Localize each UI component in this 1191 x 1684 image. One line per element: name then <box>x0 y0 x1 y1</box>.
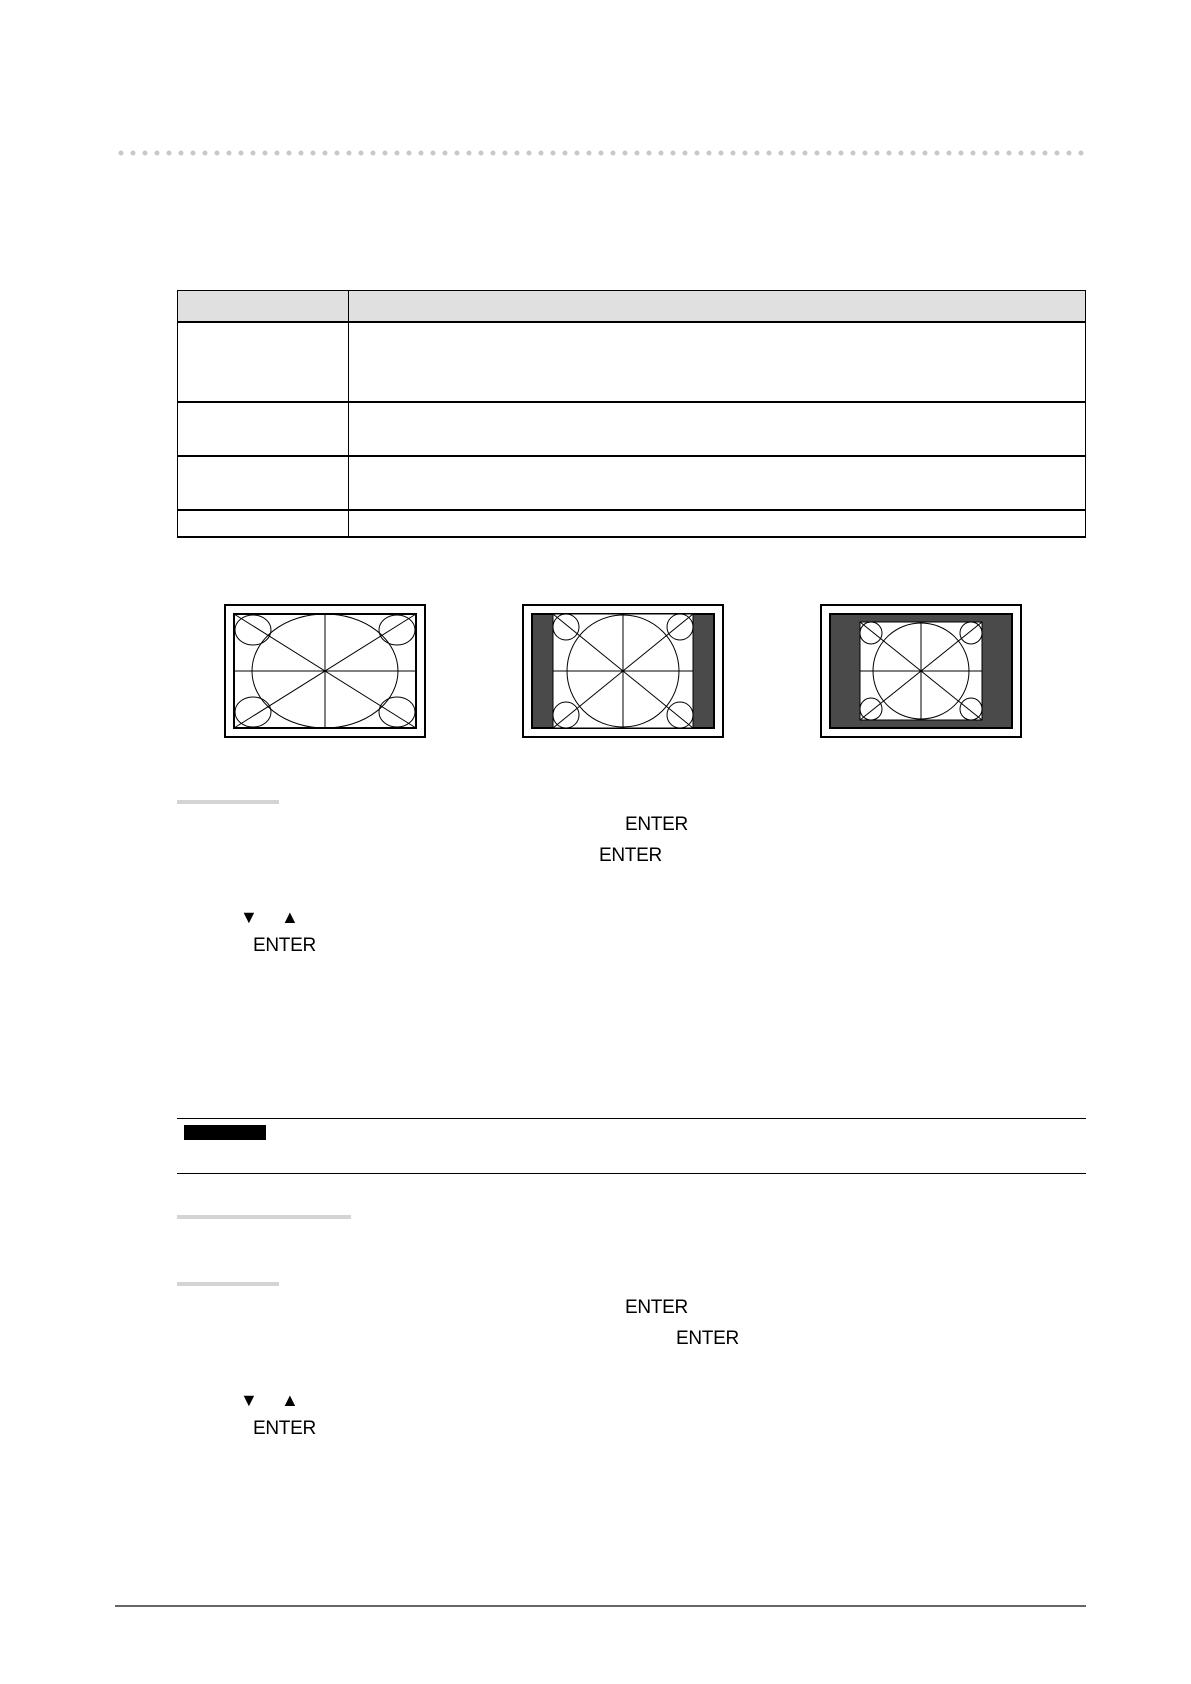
full-screen-diagram <box>224 604 426 738</box>
enter-key-label: ENTER <box>625 1297 688 1318</box>
procedure-section-bar <box>177 1282 279 1286</box>
down-arrow-icon: ▼ <box>240 1390 258 1410</box>
footer-rule <box>115 1605 1086 1607</box>
table-row-divider <box>177 509 1086 511</box>
enter-key-label: ENTER <box>253 1418 316 1439</box>
up-arrow-icon: ▲ <box>281 1390 299 1410</box>
up-arrow-icon: ▲ <box>281 907 299 927</box>
note-top-rule <box>177 1118 1086 1119</box>
note-heading-box <box>184 1125 266 1140</box>
procedure-section-bar <box>177 800 279 804</box>
table-header-row <box>177 291 1086 323</box>
settings-table <box>177 290 1086 538</box>
table-left-border <box>177 291 178 536</box>
enter-key-label: ENTER <box>625 814 688 835</box>
section-heading-bar <box>177 1215 351 1219</box>
enter-key-label: ENTER <box>676 1328 739 1349</box>
table-right-border <box>1085 291 1086 536</box>
dotted-header-rule <box>115 150 1085 156</box>
down-arrow-icon: ▼ <box>240 907 258 927</box>
table-row-divider <box>177 455 1086 457</box>
aspect-ratio-diagram <box>522 604 724 738</box>
enter-key-label: ENTER <box>253 935 316 956</box>
note-bottom-rule <box>177 1173 1086 1174</box>
enter-key-label: ENTER <box>599 845 662 866</box>
table-row-divider <box>177 401 1086 403</box>
table-column-divider <box>348 291 349 536</box>
dot-by-dot-diagram <box>820 604 1022 738</box>
